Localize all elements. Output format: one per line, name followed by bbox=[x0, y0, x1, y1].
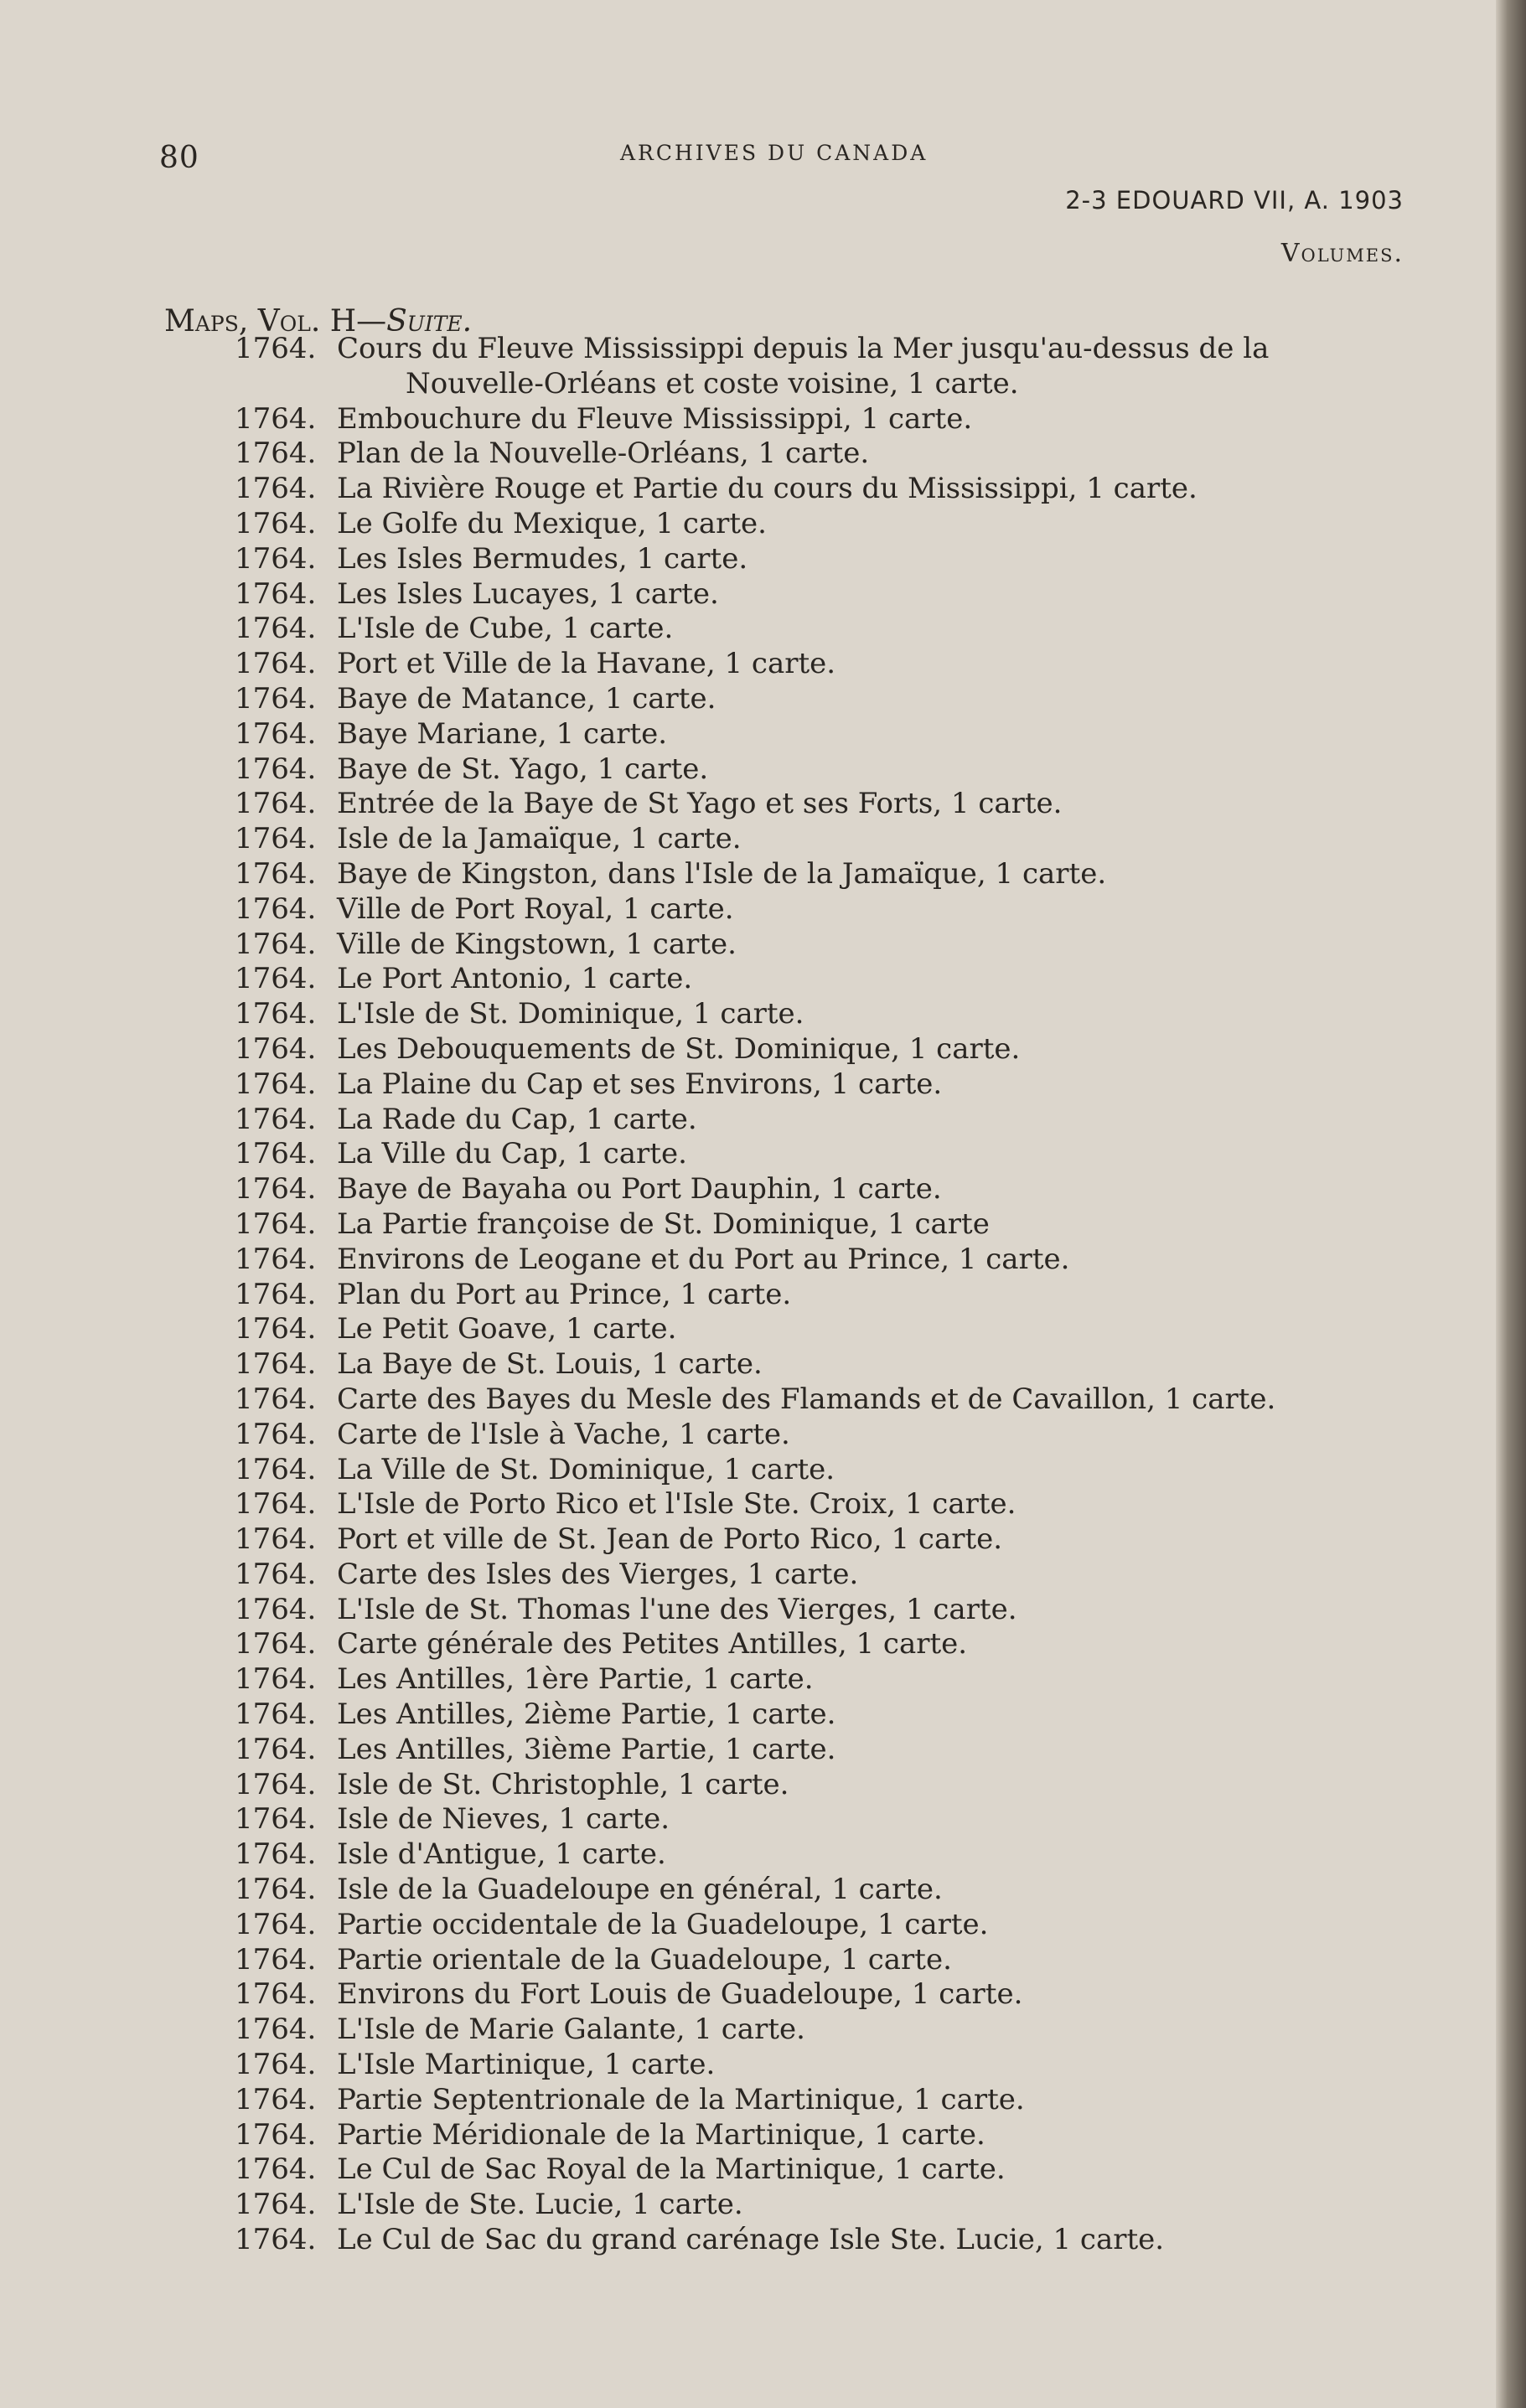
entry-year: 1764. bbox=[235, 506, 317, 540]
entry-text bbox=[337, 332, 1359, 402]
list-item bbox=[235, 1487, 1391, 1522]
entry-year: 1764. bbox=[235, 2152, 317, 2187]
entry-text: Les Antilles, 2ième Partie, 1 carte. bbox=[337, 1697, 836, 1732]
entry-text: Baye de Kingston, dans l'Isle de la Jamaïque, 1 carte. bbox=[337, 856, 1107, 891]
entry-text: La Baye de St. Louis, 1 carte. bbox=[337, 1347, 763, 1382]
entry-text: Le Cul de Sac du grand carénage Isle Ste. Lucie, 1 carte. bbox=[337, 2223, 1165, 2257]
list-item bbox=[235, 1207, 1391, 1243]
entry-year: 1764. bbox=[235, 1592, 317, 1626]
entry-text: L'Isle de Porto Rico et l'Isle Ste. Croix, 1 carte. bbox=[337, 1487, 1016, 1522]
entry-year: 1764. bbox=[235, 437, 317, 471]
entry-year: 1764. bbox=[235, 1031, 317, 1066]
entry-text: Isle de la Guadeloupe en général, 1 carte. bbox=[337, 1873, 943, 1907]
list-item bbox=[235, 857, 1391, 892]
entry-text: Port et Ville de la Havane, 1 carte. bbox=[337, 647, 836, 681]
page-number: 80 bbox=[159, 141, 199, 175]
entry-year: 1764. bbox=[235, 752, 317, 786]
entry-year: 1764. bbox=[235, 681, 317, 716]
entry-text: La Plaine du Cap et ses Environs, 1 carte. bbox=[337, 1067, 943, 1101]
entry-year: 1764. bbox=[235, 716, 317, 751]
entry-year: 1764. bbox=[235, 647, 317, 681]
entry-year: 1764. bbox=[235, 1172, 317, 1207]
entry-year: 1764. bbox=[235, 1662, 317, 1697]
entry-year: 1764. bbox=[235, 332, 317, 365]
entry-year: 1764. bbox=[235, 856, 317, 891]
entry-text: Entrée de la Baye de St Yago et ses Forts, 1 carte. bbox=[337, 787, 1063, 821]
entry-text: Baye de Bayaha ou Port Dauphin, 1 carte. bbox=[337, 1172, 942, 1207]
list-item bbox=[235, 1837, 1391, 1873]
entry-year: 1764. bbox=[235, 1102, 317, 1136]
entry-text: Port et ville de St. Jean de Porto Rico, 1 carte. bbox=[337, 1522, 1003, 1557]
entry-year: 1764. bbox=[235, 1452, 317, 1486]
entry-text: Baye de St. Yago, 1 carte. bbox=[337, 752, 709, 786]
entry-year: 1764. bbox=[235, 541, 317, 576]
entry-text: Isle de la Jamaïque, 1 carte. bbox=[337, 822, 742, 856]
list-item bbox=[235, 1733, 1391, 1768]
entry-text: Partie orientale de la Guadeloupe, 1 carte. bbox=[337, 1942, 952, 1977]
entry-year: 1764. bbox=[235, 1732, 317, 1766]
entry-text: Carte générale des Petites Antilles, 1 carte. bbox=[337, 1627, 968, 1661]
list-item bbox=[235, 1382, 1391, 1418]
entry-year: 1764. bbox=[235, 962, 317, 996]
list-item bbox=[235, 787, 1391, 822]
entry-text: Baye de Matance, 1 carte. bbox=[337, 681, 716, 716]
list-item bbox=[235, 1873, 1391, 1908]
list-item bbox=[235, 542, 1391, 577]
map-entry-list bbox=[235, 332, 1391, 2258]
list-item bbox=[235, 507, 1391, 542]
list-item bbox=[235, 1103, 1391, 1138]
list-item bbox=[235, 1768, 1391, 1803]
entry-year: 1764. bbox=[235, 1487, 317, 1522]
entry-text: Les Isles Lucayes, 1 carte. bbox=[337, 576, 719, 611]
entry-year: 1764. bbox=[235, 1627, 317, 1661]
list-item bbox=[235, 1802, 1391, 1837]
entry-year: 1764. bbox=[235, 1207, 317, 1241]
entry-text: Les Antilles, 3ième Partie, 1 carte. bbox=[337, 1732, 836, 1766]
entry-text: Le Cul de Sac Royal de la Martinique, 1 carte. bbox=[337, 2152, 1006, 2187]
list-item bbox=[235, 577, 1391, 612]
section-title-text: Maps, Vol. H— bbox=[164, 304, 387, 338]
section-title-suffix: Suite. bbox=[386, 304, 473, 338]
list-item bbox=[235, 647, 1391, 682]
entry-text: Les Antilles, 1ère Partie, 1 carte. bbox=[337, 1662, 814, 1697]
entry-text: Ville de Port Royal, 1 carte. bbox=[337, 891, 734, 926]
list-item bbox=[235, 997, 1391, 1032]
list-item bbox=[235, 1418, 1391, 1453]
list-item bbox=[235, 472, 1391, 507]
list-item bbox=[235, 962, 1391, 997]
entry-year: 1764. bbox=[235, 401, 317, 436]
entry-text-line1: Cours du Fleuve Mississippi depuis la Mer jusqu'au-dessus de la bbox=[337, 332, 1270, 365]
entry-text: Isle d'Antigue, 1 carte. bbox=[337, 1837, 666, 1872]
entry-year: 1764. bbox=[235, 612, 317, 646]
list-item bbox=[235, 1593, 1391, 1628]
list-item bbox=[235, 332, 1391, 402]
list-item bbox=[235, 2152, 1391, 2188]
entry-year: 1764. bbox=[235, 2188, 317, 2222]
entry-text: L'Isle de Marie Galante, 1 carte. bbox=[337, 2013, 805, 2047]
list-item bbox=[235, 1032, 1391, 1067]
list-item bbox=[235, 752, 1391, 788]
list-item bbox=[235, 612, 1391, 647]
list-item bbox=[235, 1347, 1391, 1382]
list-item bbox=[235, 1453, 1391, 1488]
entry-text: Embouchure du Fleuve Mississippi, 1 carte. bbox=[337, 401, 973, 436]
entry-year: 1764. bbox=[235, 1277, 317, 1311]
entry-year: 1764. bbox=[235, 2048, 317, 2082]
list-item bbox=[235, 1977, 1391, 2013]
list-item bbox=[235, 1067, 1391, 1103]
entry-year: 1764. bbox=[235, 787, 317, 821]
running-head: ARCHIVES DU CANADA bbox=[620, 141, 929, 165]
entry-text: L'Isle de Ste. Lucie, 1 carte. bbox=[337, 2188, 743, 2222]
entry-text: Baye Mariane, 1 carte. bbox=[337, 716, 668, 751]
entry-year: 1764. bbox=[235, 1347, 317, 1382]
entry-year: 1764. bbox=[235, 822, 317, 856]
entry-text: Le Port Antonio, 1 carte. bbox=[337, 962, 693, 996]
entry-text: L'Isle de St. Dominique, 1 carte. bbox=[337, 997, 804, 1031]
list-item bbox=[235, 2223, 1391, 2258]
entry-text: Le Petit Goave, 1 carte. bbox=[337, 1312, 677, 1346]
entry-text: La Ville de St. Dominique, 1 carte. bbox=[337, 1452, 835, 1486]
entry-text: Partie occidentale de la Guadeloupe, 1 carte. bbox=[337, 1907, 989, 1941]
volumes-label: Volumes. bbox=[1280, 239, 1404, 268]
entry-text: Environs de Leogane et du Port au Prince, 1 carte. bbox=[337, 1242, 1070, 1276]
entry-year: 1764. bbox=[235, 1242, 317, 1276]
list-item bbox=[235, 2188, 1391, 2223]
list-item bbox=[235, 717, 1391, 752]
list-item bbox=[235, 1662, 1391, 1697]
entry-text: Isle de Nieves, 1 carte. bbox=[337, 1802, 670, 1837]
entry-year: 1764. bbox=[235, 1767, 317, 1801]
entry-text: Carte des Bayes du Mesle des Flamands et de Cavaillon, 1 carte. bbox=[337, 1382, 1276, 1416]
list-item bbox=[235, 2013, 1391, 2048]
entry-year: 1764. bbox=[235, 1942, 317, 1977]
list-item bbox=[235, 402, 1391, 437]
entry-text: La Partie françoise de St. Dominique, 1 carte bbox=[337, 1207, 990, 1241]
entry-year: 1764. bbox=[235, 2082, 317, 2116]
entry-year: 1764. bbox=[235, 1522, 317, 1557]
list-item bbox=[235, 1312, 1391, 1347]
entry-year: 1764. bbox=[235, 1312, 317, 1346]
list-item bbox=[235, 892, 1391, 928]
entry-text: Carte de l'Isle à Vache, 1 carte. bbox=[337, 1417, 790, 1451]
list-item bbox=[235, 1627, 1391, 1662]
entry-year: 1764. bbox=[235, 1697, 317, 1732]
entry-text: La Rivière Rouge et Partie du cours du Mississippi, 1 carte. bbox=[337, 472, 1198, 506]
list-item bbox=[235, 928, 1391, 963]
list-item bbox=[235, 437, 1391, 472]
entry-year: 1764. bbox=[235, 2117, 317, 2152]
entry-year: 1764. bbox=[235, 1417, 317, 1451]
entry-year: 1764. bbox=[235, 1873, 317, 1907]
entry-year: 1764. bbox=[235, 927, 317, 961]
list-item bbox=[235, 1697, 1391, 1733]
list-item bbox=[235, 2083, 1391, 2118]
entry-text: L'Isle Martinique, 1 carte. bbox=[337, 2048, 716, 2082]
series-line: 2-3 EDOUARD VII, A. 1903 bbox=[1065, 186, 1404, 214]
list-item bbox=[235, 1908, 1391, 1943]
entry-text: Ville de Kingstown, 1 carte. bbox=[337, 927, 737, 961]
entry-year: 1764. bbox=[235, 1382, 317, 1416]
entry-text: Plan de la Nouvelle-Orléans, 1 carte. bbox=[337, 437, 870, 471]
entry-year: 1764. bbox=[235, 2223, 317, 2257]
entry-text: La Rade du Cap, 1 carte. bbox=[337, 1102, 697, 1136]
list-item bbox=[235, 822, 1391, 857]
list-item bbox=[235, 1558, 1391, 1593]
entry-year: 1764. bbox=[235, 1977, 317, 2012]
entry-year: 1764. bbox=[235, 891, 317, 926]
entry-text: Les Debouquements de St. Dominique, 1 carte. bbox=[337, 1031, 1021, 1066]
entry-text: Les Isles Bermudes, 1 carte. bbox=[337, 541, 748, 576]
list-item bbox=[235, 1943, 1391, 1978]
entry-text-line2: Nouvelle-Orléans et coste voisine, 1 carte. bbox=[406, 366, 1019, 400]
entry-year: 1764. bbox=[235, 2013, 317, 2047]
entry-text: L'Isle de St. Thomas l'une des Vierges, 1 carte. bbox=[337, 1592, 1017, 1626]
list-item bbox=[235, 2118, 1391, 2153]
entry-text: L'Isle de Cube, 1 carte. bbox=[337, 612, 674, 646]
entry-year: 1764. bbox=[235, 1907, 317, 1941]
list-item bbox=[235, 682, 1391, 717]
entry-year: 1764. bbox=[235, 576, 317, 611]
entry-year: 1764. bbox=[235, 1802, 317, 1837]
entry-year: 1764. bbox=[235, 472, 317, 506]
entry-text: Partie Méridionale de la Martinique, 1 carte. bbox=[337, 2117, 985, 2152]
entry-year: 1764. bbox=[235, 1837, 317, 1872]
entry-text: Carte des Isles des Vierges, 1 carte. bbox=[337, 1557, 859, 1591]
entry-year: 1764. bbox=[235, 1067, 317, 1101]
entry-text: Isle de St. Christophle, 1 carte. bbox=[337, 1767, 789, 1801]
list-item bbox=[235, 1278, 1391, 1313]
list-item bbox=[235, 1172, 1391, 1207]
entry-text: Plan du Port au Prince, 1 carte. bbox=[337, 1277, 792, 1311]
list-item bbox=[235, 1243, 1391, 1278]
entry-year: 1764. bbox=[235, 1137, 317, 1171]
list-item bbox=[235, 2048, 1391, 2083]
entry-year: 1764. bbox=[235, 1557, 317, 1591]
entry-text: La Ville du Cap, 1 carte. bbox=[337, 1137, 687, 1171]
list-item bbox=[235, 1522, 1391, 1558]
entry-text: Le Golfe du Mexique, 1 carte. bbox=[337, 506, 767, 540]
entry-text: Environs du Fort Louis de Guadeloupe, 1 carte. bbox=[337, 1977, 1023, 2012]
entry-text: Partie Septentrionale de la Martinique, 1 carte. bbox=[337, 2082, 1025, 2116]
entry-year: 1764. bbox=[235, 997, 317, 1031]
book-binding-edge bbox=[1496, 0, 1526, 2408]
list-item bbox=[235, 1137, 1391, 1172]
